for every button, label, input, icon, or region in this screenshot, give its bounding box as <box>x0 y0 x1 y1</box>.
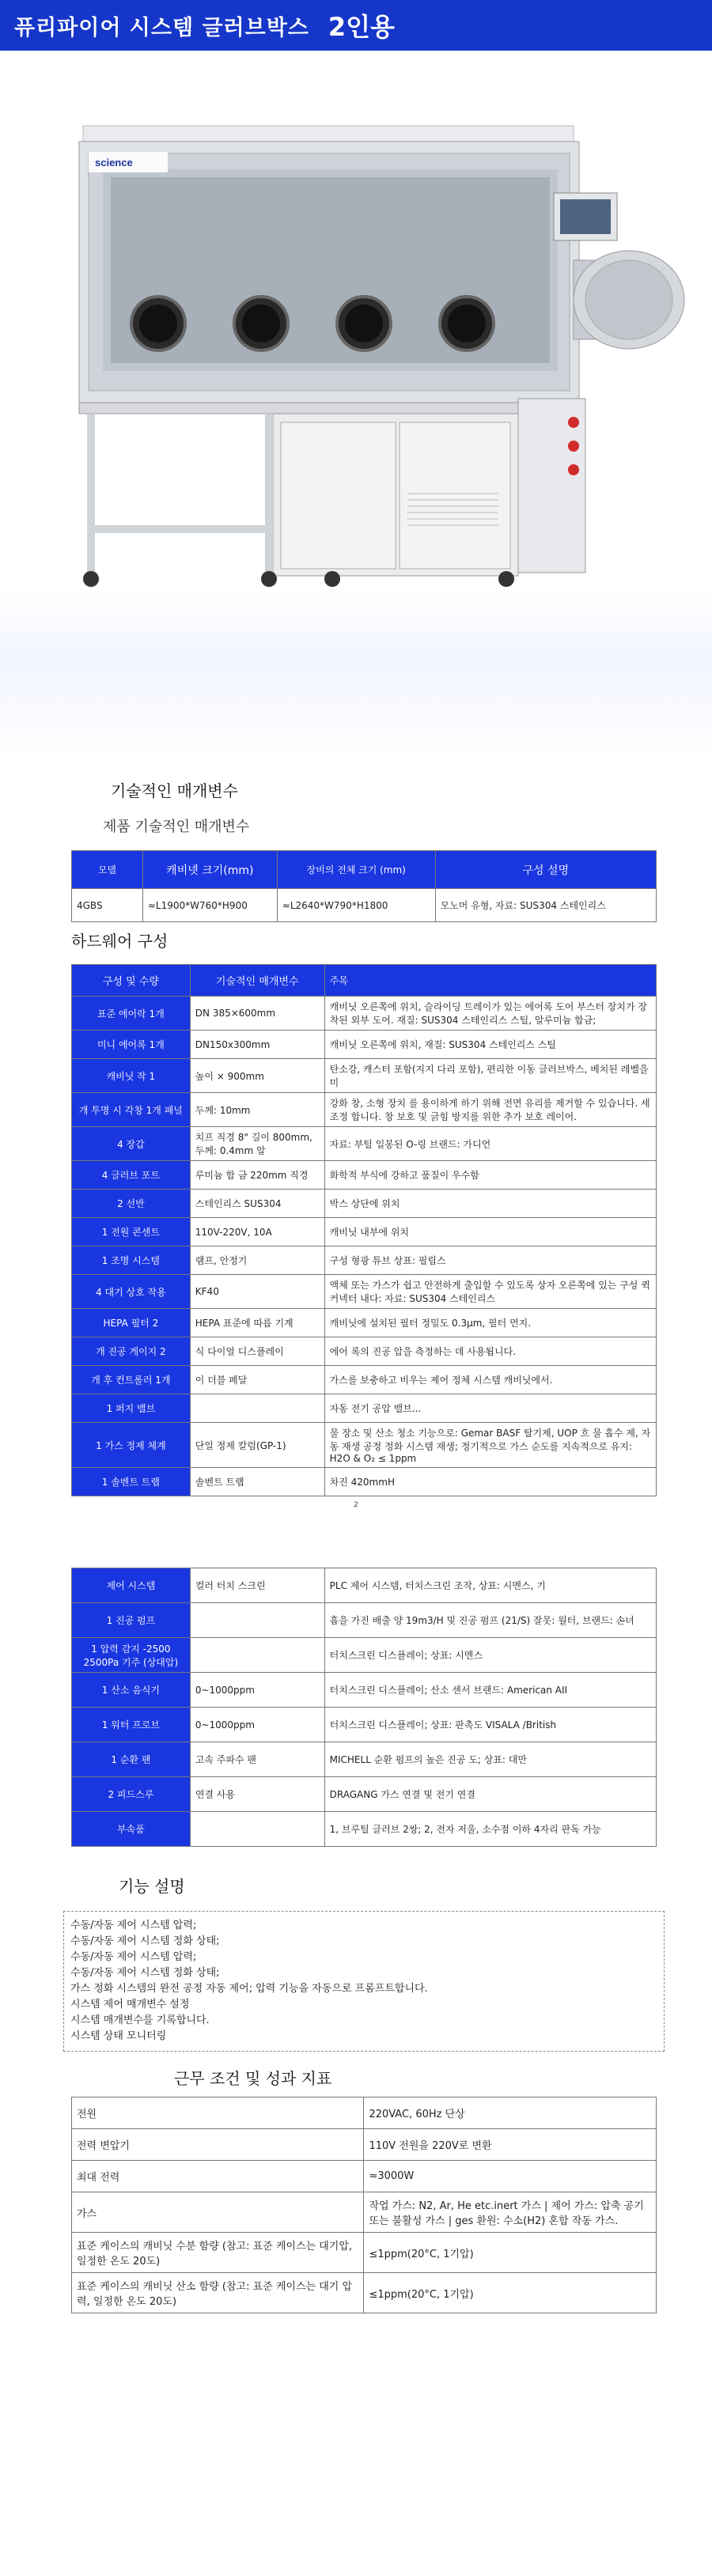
glove-port-4 <box>440 297 494 350</box>
hw-row <box>72 1059 657 1093</box>
hw-cell-item: 1 조명 시스템 <box>72 1246 191 1275</box>
hw-row <box>72 1423 657 1468</box>
spec-cell-cabinet: ≈L1900*W760*H900 <box>142 889 277 922</box>
title-banner <box>0 0 712 51</box>
hw2-cell-note: 터치스크린 디스플레이; 상표: 시멘스 <box>324 1638 656 1673</box>
hw-row <box>72 997 657 1031</box>
condition-cell-label: 표준 케이스의 캐비닛 수분 함량 (참고: 표준 케이스는 대기압, 일정한 온도 20도) <box>72 2233 364 2273</box>
hw-row <box>72 1394 657 1423</box>
function-list <box>63 1911 665 2052</box>
tech-section-title: 기술적인 매개변수 <box>111 781 238 800</box>
hw2-cell-item: 1 워터 프로브 <box>72 1708 191 1742</box>
condition-cell-label: 최대 전력 <box>72 2161 364 2192</box>
spec-header-config: 구성 설명 <box>435 851 656 889</box>
hw2-row <box>72 1742 657 1777</box>
hw2-cell-param: 고속 주파수 팬 <box>190 1742 324 1777</box>
hw-row <box>72 1161 657 1190</box>
condition-cell-value: ≈3000W <box>364 2161 657 2192</box>
hw-cell-note: 구성 형광 튜브 상표: 필립스 <box>324 1246 656 1275</box>
function-item: 수동/자동 제어 시스템 정화 상태; <box>70 1967 220 1979</box>
hardware-table <box>71 964 657 1496</box>
function-item: 가스 정화 시스템의 완전 공정 자동 제어; 압력 기능을 자동으로 프롬프트합니다. <box>70 1983 428 1995</box>
hw-cell-item: 개 진공 게이지 2 <box>72 1337 191 1366</box>
function-section-title: 기능 설명 <box>119 1877 185 1896</box>
hw2-row <box>72 1568 657 1603</box>
hw-row <box>72 1127 657 1161</box>
hw-cell-param: 이 더블 페달 <box>190 1366 324 1394</box>
hw2-cell-note: DRAGANG 가스 연결 및 전기 연결 <box>324 1777 656 1812</box>
hw-cell-item: 4 대기 상호 작용 <box>72 1275 191 1309</box>
hw-cell-param: DN 385×600mm <box>190 997 324 1031</box>
hw-row <box>72 1031 657 1059</box>
hw2-cell-item: 1 압력 감지 -2500 2500Pa 기주 (상대압) <box>72 1638 191 1673</box>
function-item: 시스템 매개변수를 기록합니다. <box>70 2014 210 2026</box>
hw-cell-note: 강화 창, 소형 장치 를 용이하게 하기 위해 전면 유리를 제거할 수 있습니다. 세 조정 합니다. 창 보호 및 긁힘 방지를 위한 추가 보호 레이어. <box>324 1093 656 1127</box>
brand-logo: science <box>95 157 133 168</box>
hw-cell-param: 두께: 10mm <box>190 1093 324 1127</box>
spec-row <box>72 889 657 922</box>
hw-cell-param: KF40 <box>190 1275 324 1309</box>
hw-row <box>72 1218 657 1246</box>
hw2-row <box>72 1708 657 1742</box>
hw2-row <box>72 1777 657 1812</box>
hw-cell-note: 가스를 보충하고 비우는 제어 정체 시스템 캐비닛에서. <box>324 1366 656 1394</box>
hw-cell-param: 단일 정제 칼럼(GP-1) <box>190 1423 324 1468</box>
condition-cell-label: 가스 <box>72 2192 364 2233</box>
page-title: 퓨리파이어 시스템 글러브박스 <box>14 15 309 40</box>
spec-header-model: 모델 <box>72 851 143 889</box>
condition-row <box>72 2273 657 2313</box>
hw-cell-item: 1 퍼지 밸브 <box>72 1394 191 1423</box>
condition-row <box>72 2233 657 2273</box>
hw2-cell-param: 컬러 터치 스크린 <box>190 1568 324 1603</box>
hw-cell-note: 캐비닛에 설치된 필터 정밀도 0.3μm, 필터 먼지. <box>324 1309 656 1337</box>
hw-cell-item: 2 선반 <box>72 1190 191 1218</box>
photo-fade <box>0 588 712 762</box>
function-item: 수동/자동 제어 시스템 압력; <box>70 1920 197 1931</box>
hw-cell-item: 1 가스 정제 체계 <box>72 1423 191 1468</box>
condition-cell-value: 작업 가스: N2, Ar, He etc.inert 가스 | 제어 가스: 압축 공기 또는 불활성 가스 | ges 환원: 수소(H2) 혼합 작동 가스. <box>364 2192 657 2233</box>
condition-section-title: 근무 조건 및 성과 지표 <box>174 2069 332 2088</box>
function-item: 수동/자동 제어 시스템 정화 상태; <box>70 1935 220 1947</box>
hw2-row <box>72 1638 657 1673</box>
hw-cell-note: 차진 420mmH <box>324 1468 656 1496</box>
hw-cell-item: 캐비닛 작 1 <box>72 1059 191 1093</box>
hw-header-item: 구성 및 수량 <box>72 965 191 997</box>
hw2-cell-item: 1 산소 음식기 <box>72 1673 191 1708</box>
hw2-row <box>72 1812 657 1847</box>
hw-cell-item: 개 후 컨트롤러 1개 <box>72 1366 191 1394</box>
hw-cell-item: 1 전원 콘센트 <box>72 1218 191 1246</box>
glove-port-1 <box>131 297 185 350</box>
hw-cell-note: 캐비닛 오른쪽에 위치, 재질: SUS304 스테인리스 스틸 <box>324 1031 656 1059</box>
spec-cell-config: 모노머 유형, 자료: SUS304 스테인리스 <box>435 889 656 922</box>
hw2-cell-note: 흡을 가진 배출 양 19m3/H 및 진공 펌프 (21/S) 잘못: 월터, 브랜드: 손녀 <box>324 1603 656 1638</box>
hw-cell-note: 화학적 부식에 강하고 품질이 우수함 <box>324 1161 656 1190</box>
hw-cell-note: 탄소강, 캐스터 포함(지지 다리 포함), 편리한 이동 글러브박스, 베치된 레벨을 미 <box>324 1059 656 1093</box>
hw-cell-param: 110V-220V, 10A <box>190 1218 324 1246</box>
hw-cell-note: 액체 또는 가스가 쉽고 안전하게 출입할 수 있도록 상자 오른쪽에 있는 구성 퀵 커넥터 내다: 자료: SUS304 스테인리스 <box>324 1275 656 1309</box>
hw-cell-param: 높이 × 900mm <box>190 1059 324 1093</box>
hw-row <box>72 1246 657 1275</box>
hw-row <box>72 1275 657 1309</box>
hw-cell-note: 캐비닛 오른쪽에 위치, 슬라이딩 트레이가 있는 에어록 도어 부스터 장치가 장착된 외부 도어. 재질: SUS304 스테인리스 스틸, 알루미늄 합금; <box>324 997 656 1031</box>
hw-cell-param: 스테인리스 SUS304 <box>190 1190 324 1218</box>
condition-table <box>71 2097 657 2313</box>
condition-row <box>72 2192 657 2233</box>
condition-row <box>72 2129 657 2161</box>
hw2-cell-item: 1 진공 펌프 <box>72 1603 191 1638</box>
condition-cell-value: ≤1ppm(20°C, 1기압) <box>364 2233 657 2273</box>
hw2-cell-item: 제어 시스템 <box>72 1568 191 1603</box>
hw-cell-item: HEPA 필터 2 <box>72 1309 191 1337</box>
glove-port-2 <box>234 297 288 350</box>
hw-cell-item: 표준 에어락 1개 <box>72 997 191 1031</box>
spec-cell-total: ≈L2640*W790*H1800 <box>277 889 435 922</box>
hw-cell-note: 박스 상단에 위치 <box>324 1190 656 1218</box>
hw2-row <box>72 1673 657 1708</box>
hw-cell-note: 에어 록의 진공 압을 측정하는 데 사용됩니다. <box>324 1337 656 1366</box>
spec-header-cabinet: 캐비넷 크기(mm) <box>142 851 277 889</box>
hw-row <box>72 1337 657 1366</box>
condition-row <box>72 2097 657 2129</box>
hw-row <box>72 1190 657 1218</box>
hw2-cell-item: 1 순환 팬 <box>72 1742 191 1777</box>
hardware-section-title: 하드웨어 구성 <box>71 932 169 951</box>
condition-cell-value: 110V 전원을 220V로 변환 <box>364 2129 657 2161</box>
hw-cell-item: 미니 에어록 1개 <box>72 1031 191 1059</box>
function-item: 시스템 상태 모니터링 <box>70 2030 167 2042</box>
hw-row <box>72 1309 657 1337</box>
product-photo <box>0 51 712 668</box>
spec-header-row <box>72 851 657 889</box>
hw-cell-param: 루미늄 합 금 220mm 직경 <box>190 1161 324 1190</box>
hw2-cell-param <box>190 1638 324 1673</box>
hw2-cell-item: 2 피드스루 <box>72 1777 191 1812</box>
hw2-cell-param: 0~1000ppm <box>190 1708 324 1742</box>
hw-header-param: 기술적인 매개변수 <box>190 965 324 997</box>
condition-cell-value: 220VAC, 60Hz 단상 <box>364 2097 657 2129</box>
hw-row <box>72 1468 657 1496</box>
hw-header-row <box>72 965 657 997</box>
hw-cell-note: 캐비닛 내부에 위치 <box>324 1218 656 1246</box>
condition-cell-value: ≤1ppm(20°C, 1기압) <box>364 2273 657 2313</box>
hw-cell-param: 식 다이얼 디스플레이 <box>190 1337 324 1366</box>
hw-cell-param: 램프, 안정기 <box>190 1246 324 1275</box>
hw-header-note: 주목 <box>324 965 656 997</box>
hw2-cell-param: 연결 사용 <box>190 1777 324 1812</box>
condition-row <box>72 2161 657 2192</box>
spec-table <box>71 850 657 922</box>
hw-cell-note: 자료: 부틸 일봉된 O-링 브랜드: 가디언 <box>324 1127 656 1161</box>
hw-cell-note: 자동 전기 공압 밸브... <box>324 1394 656 1423</box>
hw-cell-item: 개 투명 시 각창 1개 패널 <box>72 1093 191 1127</box>
hw-cell-param <box>190 1394 324 1423</box>
glove-port-3 <box>337 297 391 350</box>
hardware-table-2 <box>71 1568 657 1847</box>
hw2-row <box>72 1603 657 1638</box>
hw-cell-note: 물 장소 및 산소 청소 기능으로: Gemar BASF 탈기제, UOP 흐 물 흡수 제, 자동 재생 공정 정화 시스템 재생; 정기적으로 가스 순도를 지속적으로 유지: H2O & O₂ ≤ 1ppm <box>324 1423 656 1468</box>
hw-cell-item: 4 장갑 <box>72 1127 191 1161</box>
hw2-cell-note: 터치스크린 디스플레이; 산소 센서 브랜드: American AII <box>324 1673 656 1708</box>
hw-row <box>72 1366 657 1394</box>
page-mark: 2 <box>354 1501 358 1509</box>
hw-cell-item: 4 글러브 포트 <box>72 1161 191 1190</box>
capacity-label: 2인용 <box>328 12 395 42</box>
hw-row <box>72 1093 657 1127</box>
hw2-cell-item: 부속품 <box>72 1812 191 1847</box>
hw-cell-param: 치프 직경 8" 길이 800mm, 두께: 0.4mm 알 <box>190 1127 324 1161</box>
hw2-cell-param <box>190 1603 324 1638</box>
hw2-cell-note: MICHELL 순환 펌프의 높은 진공 도; 상표: 대만 <box>324 1742 656 1777</box>
tech-section-subtitle: 제품 기술적인 매개변수 <box>103 819 250 835</box>
hw2-cell-note: PLC 제어 시스템, 터치스크린 조작, 상표: 시멘스, 기 <box>324 1568 656 1603</box>
glovebox-illustration <box>0 51 712 620</box>
spec-cell-model: 4GBS <box>72 889 143 922</box>
hw2-cell-param: 0~1000ppm <box>190 1673 324 1708</box>
hw2-cell-param <box>190 1812 324 1847</box>
function-item: 수동/자동 제어 시스템 압력; <box>70 1951 197 1963</box>
spec-header-total: 장비의 전체 크기 (mm) <box>277 851 435 889</box>
hw-cell-param: HEPA 표준에 따름 기계 <box>190 1309 324 1337</box>
hw-cell-param: 솔벤트 트랩 <box>190 1468 324 1496</box>
hw-cell-param: DN150x300mm <box>190 1031 324 1059</box>
hw-cell-item: 1 솔벤트 트랩 <box>72 1468 191 1496</box>
condition-cell-label: 전원 <box>72 2097 364 2129</box>
condition-cell-label: 전력 변압기 <box>72 2129 364 2161</box>
condition-cell-label: 표준 케이스의 캐비닛 산소 함량 (참고: 표준 케이스는 대기 압력, 일정한 온도 20도) <box>72 2273 364 2313</box>
hw2-cell-note: 1, 브루틸 글러브 2쌍; 2, 전자 저울, 소수점 이하 4자리 판독 가능 <box>324 1812 656 1847</box>
hw2-cell-note: 터치스크린 디스플레이; 상표: 판촉도 VISALA /British <box>324 1708 656 1742</box>
function-item: 시스템 제어 매개변수 설정 <box>70 1999 190 2010</box>
